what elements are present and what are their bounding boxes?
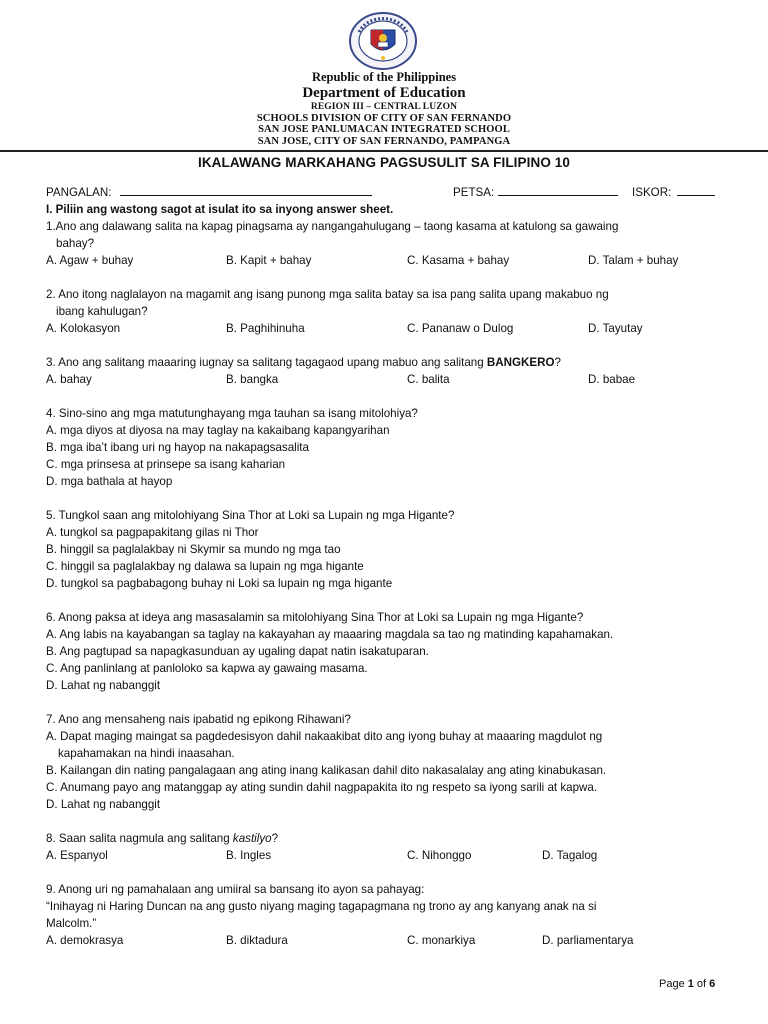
choice-b: B. bangka <box>226 373 279 386</box>
question-1 <box>46 218 726 269</box>
option-c: C. mga prinsesa at prinsepe sa isang kaharian <box>46 458 286 471</box>
option-c: C. hinggil sa paglalakbay ng dalawa sa lupain ng mga higante <box>46 560 364 573</box>
date-label: PETSA: <box>453 186 495 199</box>
question-stem: 6. Anong paksa at ideya ang masasalamin sa mitolohiyang Sina Thor at Loki sa Lupain ng mga Higante? <box>46 611 584 624</box>
choice-d: D. babae <box>588 373 636 386</box>
school-line: SAN JOSE PANLUMACAN INTEGRATED SCHOOL <box>258 124 510 135</box>
division-line: SCHOOLS DIVISION OF CITY OF SAN FERNANDO <box>256 112 512 124</box>
page-number <box>659 978 715 990</box>
question-stem-end: ? <box>554 356 561 369</box>
choice-d: D. Talam + buhay <box>588 254 679 267</box>
option-a: A. tungkol sa pagpapakitang gilas ni Thor <box>46 526 259 539</box>
choice-a: A. Agaw + buhay <box>46 254 134 267</box>
question-2 <box>46 286 726 337</box>
option-d: D. Lahat ng nabanggit <box>46 679 161 692</box>
choices-row <box>46 371 726 388</box>
choice-c: C. Kasama + bahay <box>407 254 510 267</box>
question-stem: 4. Sino-sino ang mga matutunghayang mga tauhan sa isang mitolohiya? <box>46 407 418 420</box>
option-b: B. Kailangan din nating pangalagaan ang ating inang kalikasan dahil dito nakasalalay ang ating kinabukasan. <box>46 764 607 777</box>
question-keyword: BANGKERO <box>486 356 555 369</box>
option-b: B. mga iba’t ibang uri ng hayop na nakapagsasalita <box>46 441 309 454</box>
question-8 <box>46 830 726 864</box>
question-stem: 2. Ano itong naglalayon na magamit ang isang punong mga salita batay sa isa pang salita upang makabuo ng <box>46 288 609 301</box>
deped-seal-logo <box>349 12 417 70</box>
question-stem: 5. Tungkol saan ang mitolohiyang Sina Thor at Loki sa Lupain ng mga Higante? <box>46 509 455 522</box>
page-of: of <box>693 978 710 990</box>
question-stem-cont: bahay? <box>56 237 95 250</box>
question-6 <box>46 609 726 694</box>
option-a-cont: kapahamakan na hindi inaasahan. <box>58 747 235 760</box>
option-b: B. hinggil sa paglalakbay ni Skymir sa mundo ng mga tao <box>46 543 341 556</box>
choice-a: A. bahay <box>46 373 92 386</box>
page-current: 1 <box>687 978 694 990</box>
choice-b: B. Kapit + bahay <box>226 254 312 267</box>
question-5 <box>46 507 726 592</box>
score-field[interactable] <box>677 184 715 201</box>
question-quote-cont: Malcolm.” <box>46 917 97 930</box>
letterhead <box>0 69 768 147</box>
choice-a: A. Kolokasyon <box>46 322 121 335</box>
question-stem: 7. Ano ang mensaheng nais ipabatid ng epikong Rihawani? <box>46 713 351 726</box>
question-quote: “Inihayag ni Haring Duncan na ang gusto niyang maging tagapagmana ng trono ay ang kanyang anak na si <box>46 900 597 913</box>
question-3 <box>46 354 726 388</box>
question-stem-text: 3. Ano ang salitang maaaring iugnay sa salitang tagagaod upang mabuo ang salitang <box>46 356 487 369</box>
question-stem: 9. Anong uri ng pamahalaan ang umiiral sa bansang ito ayon sa pahayag: <box>46 883 425 896</box>
choice-a: A. Espanyol <box>46 849 108 862</box>
option-d: D. Lahat ng nabanggit <box>46 798 161 811</box>
option-a: A. mga diyos at diyosa na may taglay na kakaibang kapangyarihan <box>46 424 390 437</box>
header-divider <box>0 150 768 152</box>
question-stem <box>46 354 726 371</box>
option-c: C. Anumang payo ang matanggap ay ating sundin dahil nagpapakita ito ng respeto sa iyong sarili at kapwa. <box>46 781 598 794</box>
option-d: D. tungkol sa pagbabagong buhay ni Loki sa lupain ng mga higante <box>46 577 393 590</box>
option-b: B. Ang pagtupad sa napagkasunduan ay ugaling dapat natin isakatuparan. <box>46 645 429 658</box>
exam-content <box>46 184 726 949</box>
page-total: 6 <box>709 978 716 990</box>
option-d: D. mga bathala at hayop <box>46 475 173 488</box>
choices-row <box>46 252 726 269</box>
question-4 <box>46 405 726 490</box>
name-label: PANGALAN: <box>46 186 112 199</box>
choice-b: B. diktadura <box>226 934 288 947</box>
choices-row <box>46 320 726 337</box>
choice-b: B. Ingles <box>226 849 272 862</box>
question-stem <box>46 830 726 847</box>
question-stem: 1.Ano ang dalawang salita na kapag pinagsama ay nangangahulugang – taong kasama at katulong sa gawaing <box>46 220 619 233</box>
option-a: A. Dapat maging maingat sa pagdedesisyon dahil nakaakibat dito ang iyong buhay at maaaring magdulot ng <box>46 730 603 743</box>
question-stem-end: ? <box>271 832 279 845</box>
choice-d: D. Tayutay <box>588 322 643 335</box>
student-info-row <box>46 184 726 201</box>
choices-row <box>46 847 726 864</box>
question-stem-cont: ibang kahulugan? <box>56 305 148 318</box>
choice-d: D. parliamentarya <box>542 934 634 947</box>
page-label: Page <box>659 978 688 990</box>
instruction: I. Piliin ang wastong sagot at isulat ito sa inyong answer sheet. <box>46 203 394 216</box>
address-line: SAN JOSE, CITY OF SAN FERNANDO, PAMPANGA <box>257 135 511 147</box>
question-keyword: kastilyo <box>232 832 272 845</box>
exam-title: IKALAWANG MARKAHANG PAGSUSULIT SA FILIPINO 10 <box>197 155 570 170</box>
option-c: C. Ang panlinlang at panloloko sa kapwa ay gawaing masama. <box>46 662 368 675</box>
choice-d: D. Tagalog <box>542 849 598 862</box>
choice-c: C. monarkiya <box>407 934 476 947</box>
choice-c: C. Pananaw o Dulog <box>407 322 514 335</box>
score-label: ISKOR: <box>632 186 672 199</box>
choice-b: B. Paghihinuha <box>226 322 305 335</box>
choice-a: A. demokrasya <box>46 934 124 947</box>
date-field[interactable] <box>498 184 618 201</box>
choice-c: C. Nihonggo <box>407 849 472 862</box>
choices-row <box>46 932 726 949</box>
question-stem-text: 8. Saan salita nagmula ang salitang <box>46 832 233 845</box>
region-line: REGION III – CENTRAL LUZON <box>310 102 458 112</box>
question-7 <box>46 711 726 813</box>
question-9 <box>46 881 726 949</box>
department-line: Department of Education <box>302 85 466 101</box>
name-field[interactable] <box>120 184 372 201</box>
option-a: A. Ang labis na kayabangan sa taglay na kakayahan ay maaaring magdala sa tao ng matinding kapahamakan. <box>46 628 614 641</box>
choice-c: C. balita <box>407 373 450 386</box>
republic-line: Republic of the Philippines <box>311 70 457 84</box>
